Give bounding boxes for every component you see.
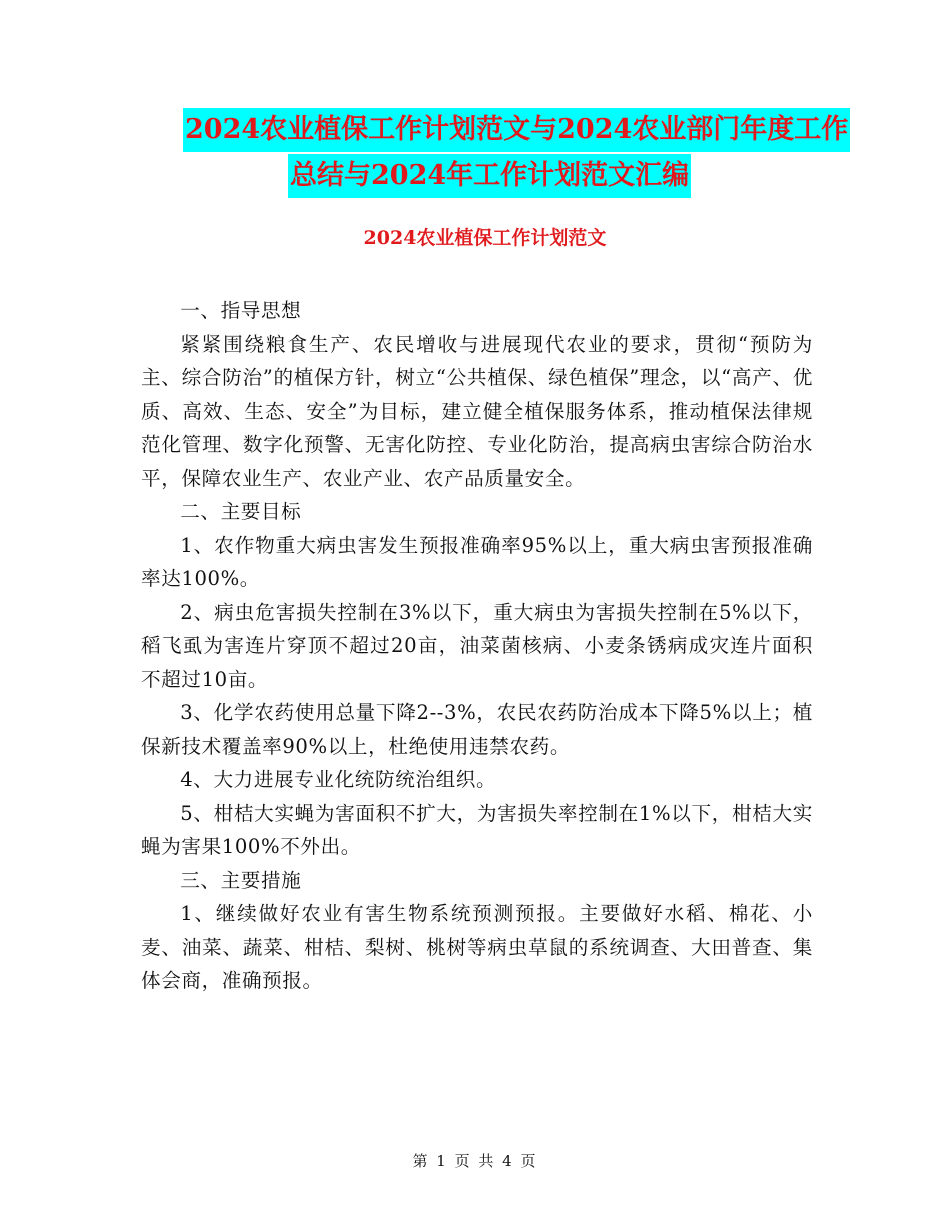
heading-main-measures: 三、主要措施	[180, 868, 302, 892]
paragraph-goal-2: 2、病虫危害损失控制在3%以下，重大病虫为害损失控制在5%以下，稻飞虱为害连片穿顶不超过20亩，油菜菌核病、小麦条锈病成灾连片面积不超过10亩。	[141, 600, 813, 691]
heading-main-goals: 二、主要目标	[180, 500, 302, 523]
page-footer: 第 1 页 共 4 页	[412, 1152, 538, 1170]
paragraph-goal-5: 5、柑桔大实蝇为害面积不扩大，为害损失率控制在1%以下，柑桔大实蝇为害果100%不外出。	[141, 801, 813, 858]
title-line-1: 2024农业植保工作计划范文与2024农业部门年度工作	[183, 108, 850, 152]
title-line-2: 总结与2024年工作计划范文汇编	[288, 154, 691, 198]
paragraph-measure-1: 1、继续做好农业有害生物系统预测预报。主要做好水稻、棉花、小麦、油菜、蔬菜、柑桔、梨树、桃树等病虫草鼠的系统调查、大田普查、集体会商，准确预报。	[141, 902, 813, 992]
heading-guiding-ideology: 一、指导思想	[180, 299, 302, 322]
paragraph-goal-3: 3、化学农药使用总量下降2--3%，农民农药防治成本下降5%以上；植保新技术覆盖率90%以上，杜绝使用违禁农药。	[141, 701, 813, 758]
document-body	[141, 294, 813, 998]
paragraph-guiding-ideology: 紧紧围绕粮食生产、农民增收与进展现代农业的要求，贯彻“预防为主、综合防治”的植保方针，树立“公共植保、绿色植保”理念，以“高产、优质、高效、生态、安全”为目标，建立健全植保服务体系，推动植保法律规范化管理、数字化预警、无害化防控、专业化防治，提高病虫害综合防治水平，保障农业生产、农业产业、农产品质量安全。	[141, 332, 813, 490]
section-title: 2024农业植保工作计划范文	[363, 227, 607, 249]
paragraph-goal-1: 1、农作物重大病虫害发生预报准确率95%以上，重大病虫害预报准确率达100%。	[141, 533, 813, 590]
paragraph-goal-4: 4、大力进展专业化统防统治组织。	[180, 768, 497, 791]
